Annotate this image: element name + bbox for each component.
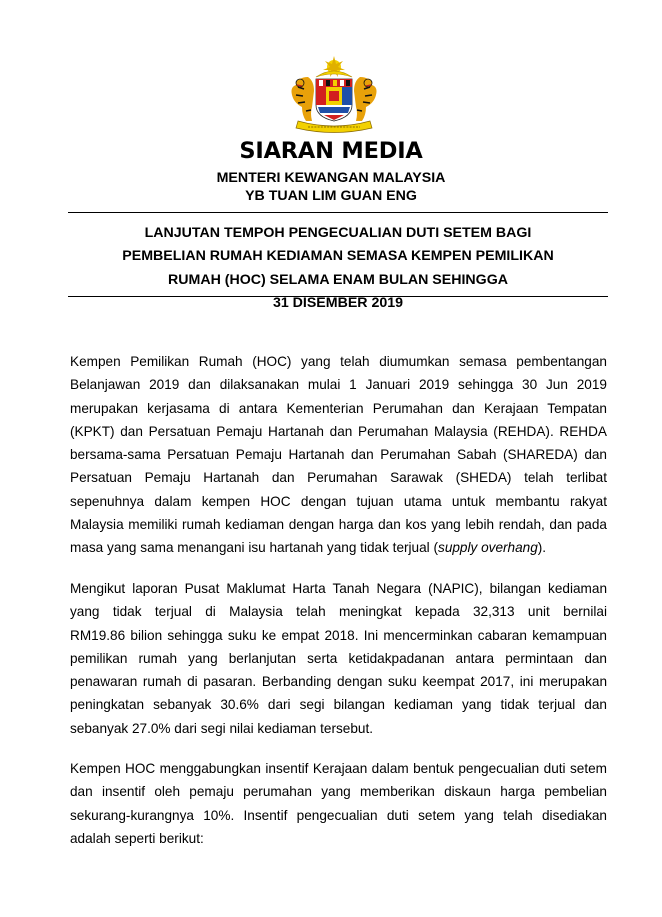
text-line: Persatuan Pemaju Hartanah dan Perumahan Sarawak (SHEDA) telah terlibat xyxy=(70,470,607,486)
top-divider xyxy=(68,212,608,213)
text-line: (KPKT) dan Persatuan Pemaju Hartanah dan Perumahan Malaysia (REHDA). REHDA xyxy=(70,423,607,439)
text-line: RM19.86 bilion sehingga suku ke empat 2018. Ini mencerminkan cabaran kemampuan xyxy=(70,627,607,643)
text-line: Kempen Pemilikan Rumah (HOC) yang telah diumumkan semasa pembentangan xyxy=(70,354,607,369)
left-tiger-icon xyxy=(292,77,315,121)
italic-term: supply overhang xyxy=(438,540,538,556)
subject-line: RUMAH (HOC) SELAMA ENAM BULAN SEHINGGA xyxy=(168,271,508,288)
minister-name: YB TUAN LIM GUAN ENG xyxy=(245,188,417,204)
text-line: yang tidak terjual di Malaysia telah meningkat kepada 32,313 unit bernilai xyxy=(70,604,607,620)
subject-line: PEMBELIAN RUMAH KEDIAMAN SEMASA KEMPEN PEMILIKAN xyxy=(122,248,554,265)
subject-heading xyxy=(68,222,608,315)
page-title: SIARAN MEDIA xyxy=(239,138,423,164)
text-line: merupakan kerjasama di antara Kementerian Perumahan dan Kerajaan Tempatan xyxy=(70,400,607,416)
subject-line: 31 DISEMBER 2019 xyxy=(272,294,404,311)
text-line: sepenuhnya dalam kempen HOC dengan tujuan utama untuk membantu rakyat xyxy=(70,493,607,509)
text-line: sekurang-kurangnya 10%. Insentif pengecualian duti setem yang telah disediakan xyxy=(70,807,607,823)
ministry-name: MENTERI KEWANGAN MALAYSIA xyxy=(216,170,446,186)
coat-of-arms-emblem xyxy=(278,55,390,137)
text-run: ). xyxy=(537,540,547,556)
right-tiger-icon xyxy=(354,77,377,121)
bottom-divider xyxy=(68,296,608,297)
text-run: masa yang sama menangani isu hartanah yang tidak terjual ( xyxy=(70,540,439,556)
text-line: Belanjawan 2019 dan dilaksanakan mulai 1 Januari 2019 sehingga 30 Jun 2019 xyxy=(70,377,607,393)
text-line: Malaysia memiliki rumah kediaman dengan harga dan kos yang lebih rendah, dan pada xyxy=(70,517,607,533)
motto-scroll xyxy=(296,121,372,133)
text-line: Mengikut laporan Pusat Maklumat Harta Tanah Negara (NAPIC), bilangan kediaman xyxy=(70,581,607,596)
text-line: peningkatan sebanyak 30.6% dari segi bilangan kediaman yang tidak terjual dan xyxy=(70,697,607,713)
paragraph-1 xyxy=(70,350,607,560)
text-line xyxy=(70,536,607,559)
text-line: penawaran rumah di pasaran. Berbanding dengan suku keempat 2017, ini merupakan xyxy=(70,674,607,690)
shield-emblem xyxy=(316,79,352,121)
text-line: pemilikan rumah yang berlanjutan serta ketidakpadanan antara permintaan dan xyxy=(70,650,607,666)
paragraph-2 xyxy=(70,577,607,740)
text-line: bersama-sama Persatuan Pemaju Hartanah dan Perumahan Sabah (SHAREDA) dan xyxy=(70,447,607,463)
text-line: sebanyak 27.0% dari segi nilai kediaman tersebut. xyxy=(70,720,374,736)
text-line: dan insentif oleh pemaju perumahan yang memberikan diskaun harga pembelian xyxy=(70,784,607,800)
paragraph-3 xyxy=(70,757,607,850)
subject-line: LANJUTAN TEMPOH PENGECUALIAN DUTI SETEM BAGI xyxy=(144,225,532,241)
text-line: adalah seperti berikut: xyxy=(70,830,204,846)
text-line: Kempen HOC menggabungkan insentif Kerajaan dalam bentuk pengecualian duti setem xyxy=(70,761,607,776)
